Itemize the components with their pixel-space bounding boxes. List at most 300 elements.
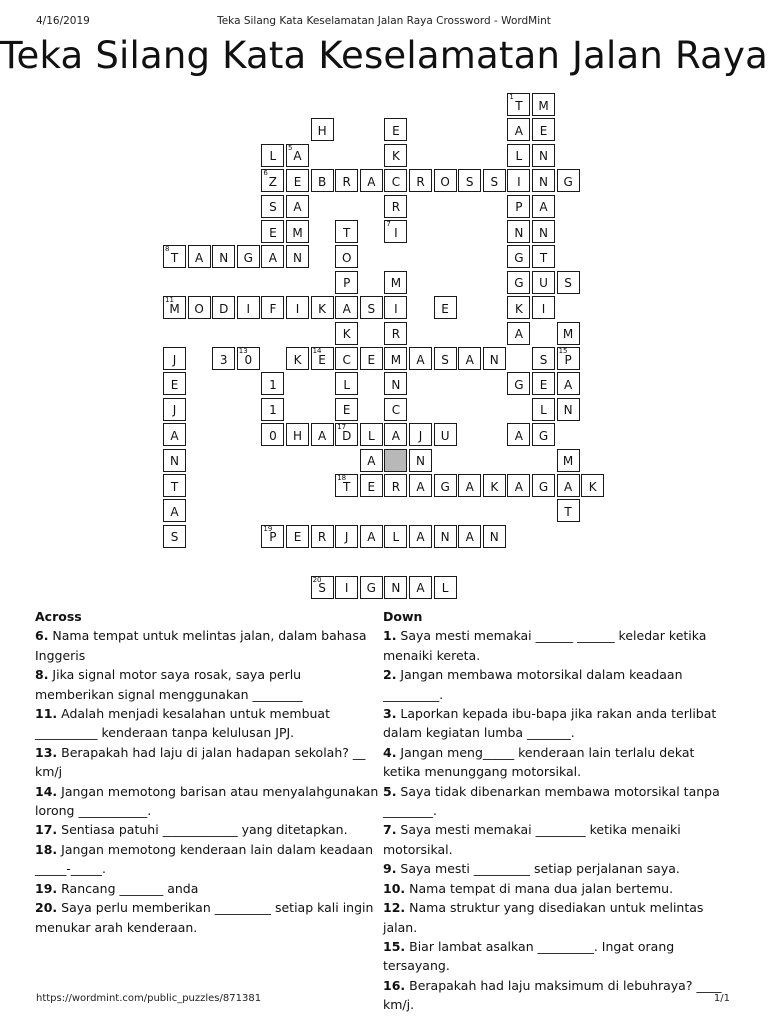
grid-letter: K [391,149,400,164]
clue-text: Sentiasa patuhi ____________ yang ditetapkan. [57,822,348,838]
clue-number-label: 17. [35,822,58,838]
grid-cell [507,93,530,116]
grid-cell [163,347,186,370]
grid-cell [557,347,580,370]
clue-number-label: 16. [383,977,406,993]
grid-letter: J [344,530,349,545]
grid-cell [163,474,186,497]
grid-letter: G [514,250,524,265]
grid-letter: U [440,428,450,443]
grid-cell [532,398,555,421]
grid-letter: K [318,301,327,316]
grid-cell [409,525,432,548]
grid-letter: O [341,250,352,265]
grid-letter: N [170,454,179,469]
grid-cell [434,169,457,192]
down-clue-list [383,626,733,1014]
grid-letter: E [293,174,302,189]
grid-letter: A [342,301,351,316]
print-page-number: 1/1 [713,993,730,1004]
grid-cell [507,169,530,192]
grid-letter: A [465,530,474,545]
grid-letter: N [514,225,524,240]
grid-cell [360,525,383,548]
grid-letter: I [517,174,521,189]
clue-number-label: 11. [35,706,58,722]
grid-letter: M [562,454,574,469]
grid-cell [458,169,481,192]
grid-letter: S [441,352,449,367]
clue-number-label: 15. [383,938,406,954]
grid-letter: A [514,327,523,342]
grid-cell [261,372,284,395]
grid-cell [384,144,407,167]
grid-cell [335,372,358,395]
grid-letter: E [318,352,326,367]
grid-cell [384,398,407,421]
clue-number-label: 14. [35,783,58,799]
grid-letter: S [318,581,326,596]
grid-letter: E [367,479,376,494]
grid-cell [384,118,407,141]
grid-cell [434,474,457,497]
grid-cell [507,423,530,446]
grid-cell [237,296,260,319]
grid-cell [458,525,481,548]
grid-cell [261,144,284,167]
grid-cell [557,398,580,421]
grid-cell [286,144,309,167]
grid-letter: A [367,454,376,469]
grid-letter: U [539,276,548,291]
grid-letter: 0 [244,352,253,367]
grid-cell [286,245,309,268]
across-heading: Across [35,609,82,624]
grid-letter: A [293,149,302,164]
grid-cell [212,347,235,370]
grid-letter: N [489,530,499,545]
grid-letter: R [391,479,401,494]
grid-cell [532,296,555,319]
grid-letter: B [317,174,327,189]
clue-text: Berapakah had laju maksimum di lebuhraya? ____ km/j. [383,977,722,1013]
grid-cell [163,296,186,319]
grid-cell [286,169,309,192]
grid-cell [434,576,457,599]
clue-text: Nama tempat untuk melintas jalan, dalam bahasa Inggeris [35,628,367,663]
clue-number-label: 5. [383,783,397,799]
grid-letter: A [268,250,277,265]
grid-letter: G [366,581,376,596]
grid-cell [360,347,383,370]
clue-number-label: 4. [383,744,397,760]
grid-letter: T [170,479,179,494]
grid-letter: S [539,352,548,367]
grid-cell [360,169,383,192]
grid-cell [261,245,284,268]
grid-letter: I [246,301,251,316]
across-clue [35,704,381,743]
across-clue [35,840,381,879]
grid-cell [532,474,555,497]
down-clues [383,607,733,1015]
grid-letter: A [416,479,425,494]
grid-letter: R [391,200,401,215]
grid-cell [188,245,211,268]
clue-text: Jangan meng_____ kenderaan lain terlalu dekat ketika menunggang motorsikal. [383,744,695,780]
grid-letter: I [344,581,349,596]
grid-letter: P [269,530,277,545]
clue-text: Saya mesti _________ setiap perjalanan saya. [396,861,680,877]
clue-number: 14 [312,347,322,355]
grid-cell [286,195,309,218]
grid-letter: E [342,403,351,418]
down-clue [383,743,733,782]
grid-letter: K [514,301,523,316]
clue-text: Laporkan kepada ibu-bapa jika rakan anda terlibat dalam kegiatan lumba _______. [383,706,717,741]
grid-cell [507,220,530,243]
grid-letter: N [489,352,499,367]
grid-cell [434,525,457,548]
grid-cell [360,423,383,446]
grid-cell [507,118,530,141]
grid-letter: P [515,200,523,215]
grid-letter: G [440,479,450,494]
down-clue [383,665,733,704]
grid-cell [335,220,358,243]
grid-letter: L [343,377,351,392]
grid-cell [434,296,457,319]
grid-cell [557,322,580,345]
grid-cell [311,169,334,192]
grid-letter: A [514,479,523,494]
grid-cell [261,398,284,421]
grid-cell [458,474,481,497]
grid-cell [409,576,432,599]
grid-cell [507,245,530,268]
down-clue [383,859,733,878]
grid-cell [384,423,407,446]
clue-number-label: 8. [35,667,49,683]
grid-letter: G [538,428,549,443]
clue-text: Jangan memotong kenderaan lain dalam keadaan _____-_____. [35,841,374,877]
grid-letter: T [564,504,572,519]
clue-text: Adalah menjadi kesalahan untuk membuat __________ kenderaan tanpa kelulusan JPJ. [35,706,330,741]
grid-cell [532,271,555,294]
grid-cell [409,423,432,446]
grid-letter: L [515,149,523,164]
grid-cell [409,474,432,497]
grid-cell [360,296,383,319]
grid-letter: G [563,174,573,189]
grid-letter: E [441,301,449,316]
grid-cell [335,423,358,446]
grid-letter: E [170,377,179,392]
grid-letter: D [219,301,229,316]
grid-letter: E [293,530,302,545]
grid-letter: N [539,149,548,164]
clue-number-label: 2. [383,667,397,683]
print-date: 4/16/2019 [36,15,90,27]
grid-cell [163,245,186,268]
grid-letter: K [490,479,499,494]
print-url: https://wordmint.com/public_puzzles/871381 [36,993,262,1004]
grid-cell [557,271,580,294]
clue-number: 11 [165,296,174,305]
grid-cell [335,347,358,370]
grid-letter: A [170,504,179,519]
grid-cell [458,347,481,370]
down-clue [383,937,733,976]
grid-cell [163,372,186,395]
grid-letter: K [293,352,302,367]
grid-letter: A [293,200,302,215]
grid-cell [483,347,506,370]
grid-cell [163,525,186,548]
grid-letter: A [416,352,425,367]
grid-letter: T [539,250,548,265]
grid-cell [532,195,555,218]
crossword-grid [163,93,631,599]
down-clue [383,976,733,1015]
grid-letter: H [292,428,303,443]
grid-cell [212,296,235,319]
grid-letter: O [194,301,204,316]
grid-letter: N [440,530,450,545]
down-clue [383,782,733,821]
grid-cell [507,372,530,395]
grid-cell [261,525,284,548]
grid-cell [532,423,555,446]
grid-letter: E [392,123,400,138]
grid-cell [557,169,580,192]
grid-cell [384,169,407,192]
across-clue-list [35,626,381,937]
clue-number-label: 12. [383,900,406,916]
grid-letter: L [392,530,400,545]
across-clues [35,607,381,937]
grid-cell [434,423,457,446]
grid-letter: 0 [269,428,277,443]
grid-letter: J [172,403,177,418]
grid-letter: S [367,301,376,316]
grid-letter: T [515,98,523,113]
grid-cell [261,220,284,243]
grid-cell [335,398,358,421]
grid-letter: N [391,581,401,596]
clue-number-label: 6. [35,628,49,644]
grid-letter: I [541,301,546,316]
grid-letter: I [295,301,300,316]
down-clue [383,879,733,898]
grid-cell [384,195,407,218]
grid-cell [483,169,506,192]
grid-cell [384,271,407,294]
clue-number: 18 [337,474,347,482]
print-page-title: Teka Silang Kata Keselamatan Jalan Raya Crossword - WordMint [217,15,551,27]
grid-cell [384,449,407,472]
grid-letter: A [391,428,400,443]
grid-letter: S [269,200,277,215]
grid-letter: A [170,428,179,443]
grid-letter: S [490,174,499,189]
grid-letter: S [564,276,572,291]
grid-letter: N [539,174,548,189]
grid-cell [532,220,555,243]
clue-text: Saya tidak dibenarkan membawa motorsikal tanpa ________. [383,783,720,819]
grid-letter: M [562,327,574,342]
grid-letter: K [342,327,351,342]
grid-letter: 1 [269,377,277,392]
grid-letter: M [169,301,180,316]
down-clue [383,898,733,937]
grid-cell [335,576,358,599]
grid-cell [507,271,530,294]
grid-letter: Z [268,174,277,189]
clue-number: 1 [509,93,514,101]
across-clue [35,626,381,665]
clue-number-label: 9. [383,861,397,877]
grid-cell [163,398,186,421]
grid-letter: A [514,428,523,443]
grid-letter: A [465,479,474,494]
grid-letter: L [367,428,375,443]
clue-number: 8 [165,245,170,254]
grid-letter: F [269,301,277,316]
down-clue [383,820,733,859]
grid-letter: G [514,276,524,291]
grid-cell [384,576,407,599]
grid-cell [507,474,530,497]
grid-letter: C [391,403,401,418]
grid-cell [532,372,555,395]
clue-text: Berapakah had laju di jalan hadapan sekolah? __ km/j [35,744,366,780]
across-clue [35,820,381,839]
grid-letter: J [418,428,423,443]
grid-cell [507,144,530,167]
grid-cell [311,296,334,319]
grid-letter: T [170,250,179,265]
clue-text: Jika signal motor saya rosak, saya perlu memberikan signal menggunakan ________ [35,667,303,702]
grid-cell [311,118,334,141]
down-clue [383,704,733,743]
grid-letter: P [343,276,351,291]
grid-cell [335,322,358,345]
grid-cell [188,296,211,319]
grid-cell [384,347,407,370]
grid-cell [311,423,334,446]
grid-letter: R [317,530,327,545]
across-clue [35,743,381,782]
grid-letter: E [539,377,548,392]
grid-cell [286,220,309,243]
grid-letter: N [219,250,229,265]
grid-cell [237,347,260,370]
grid-letter: E [269,225,277,240]
grid-cell [532,93,555,116]
grid-letter: A [416,530,425,545]
grid-letter: A [539,200,548,215]
grid-cell [557,499,580,522]
grid-cell [507,195,530,218]
grid-letter: I [394,225,398,240]
grid-letter: 3 [219,352,228,367]
grid-cell [286,423,309,446]
grid-cell [409,449,432,472]
grid-letter: G [538,479,549,494]
grid-letter: C [391,174,401,189]
grid-letter: H [317,123,327,138]
grid-cell [532,169,555,192]
grid-cell [335,474,358,497]
grid-cell [483,525,506,548]
grid-letter: A [317,428,327,443]
grid-letter: M [538,98,549,113]
clue-text: Rancang _______ anda [57,880,199,896]
grid-letter: A [367,174,376,189]
grid-letter: N [539,225,548,240]
clue-number-label: 1. [383,628,397,644]
grid-cell [286,525,309,548]
grid-cell [557,449,580,472]
puzzle-title: Teka Silang Kata Keselamatan Jalan Raya [0,34,768,77]
grid-cell [360,474,383,497]
grid-letter: T [343,225,351,240]
grid-letter: P [564,352,572,367]
grid-letter: O [440,174,450,189]
grid-cell [163,449,186,472]
clue-number: 15 [558,347,568,355]
grid-letter: J [172,352,177,367]
across-clue [35,879,381,898]
grid-cell [286,296,309,319]
grid-cell [360,449,383,472]
grid-cell [163,499,186,522]
clue-number-label: 19. [35,880,58,896]
grid-cell [212,245,235,268]
grid-letter: A [563,377,573,392]
clue-number: 7 [386,220,391,228]
grid-cell [507,296,530,319]
clue-number: 20 [312,575,322,584]
grid-letter: L [540,403,547,418]
grid-cell [384,296,407,319]
clue-number: 5 [288,143,293,152]
clue-text: Saya mesti memakai ________ ketika menaiki motorsikal. [383,822,681,857]
grid-cell [409,169,432,192]
clue-number: 19 [263,524,273,533]
grid-cell [163,423,186,446]
down-heading: Down [383,609,423,624]
grid-cell [434,347,457,370]
grid-letter: R [342,174,351,189]
grid-cell [532,144,555,167]
grid-cell [261,169,284,192]
grid-cell [311,525,334,548]
grid-letter: E [367,352,376,367]
grid-letter: D [342,428,352,443]
grid-letter: G [514,377,524,392]
grid-cell [409,347,432,370]
grid-cell [335,296,358,319]
grid-letter: M [390,352,402,367]
clue-text: Saya mesti memakai ______ ______ keledar ketika menaiki kereta. [383,628,707,663]
across-clue [35,898,381,937]
grid-cell [384,474,407,497]
grid-letter: A [563,479,573,494]
grid-letter: A [194,250,204,265]
grid-letter: N [391,377,401,392]
